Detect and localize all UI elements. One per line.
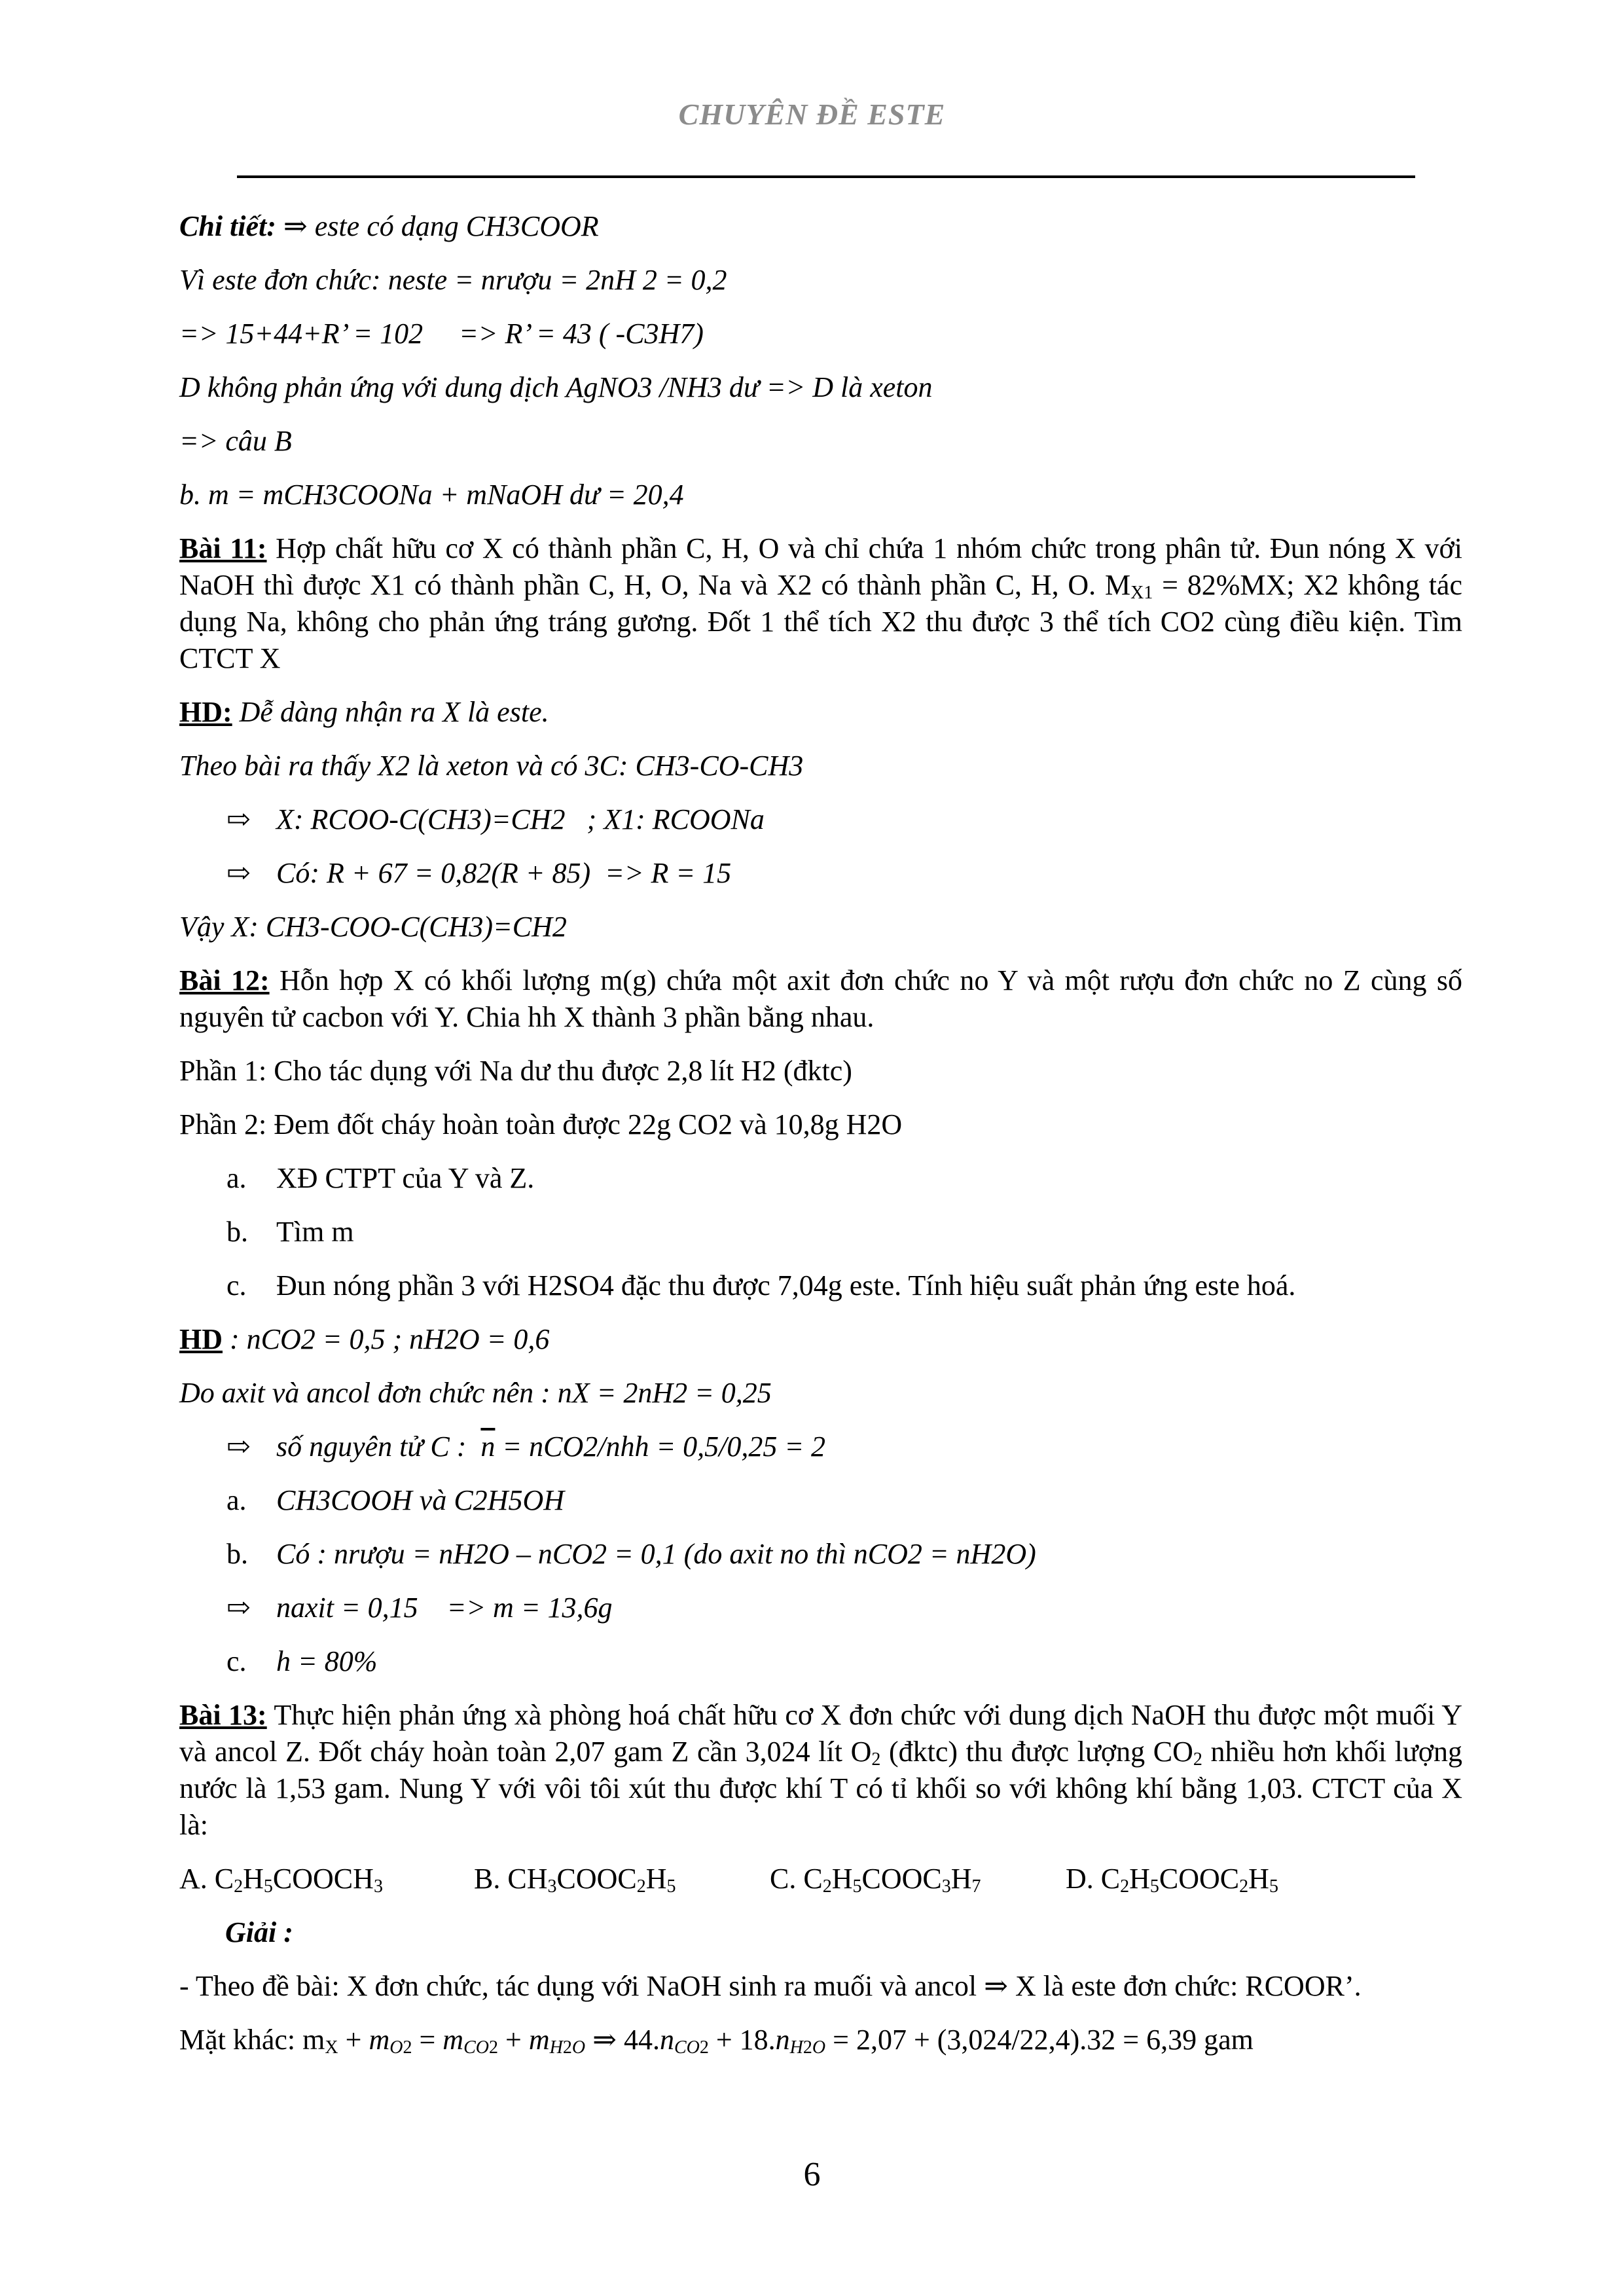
bai13-giai-line-1: - Theo đề bài: X đơn chức, tác dụng với NaOH sinh ra muối và ancol ⇒ X là este đơn chức: RCOOR’.	[179, 1970, 1362, 2002]
arrow-list-icon: ⇨	[226, 1592, 251, 1624]
block1-line-2: Vì este đơn chức: neste = nrượu = 2nH 2 = 0,2	[179, 264, 727, 296]
block1-line-6: b. m = mCH3COONa + mNaOH dư = 20,4	[179, 479, 684, 511]
bai11-problem: Bài 11: Hợp chất hữu cơ X có thành phần C, H, O và chỉ chứa 1 nhóm chức trong phân tử. Đun nóng X với NaOH thì được X1 có thành phần C, H, O, Na và X2 có thành phần C, H, O. $M_{X1} = 82\%MX$; X2 không tác dụng Na, không cho phản ứng tráng gương. Đốt 1 thể tích X2 thu được 3 thể tích CO2 cùng điều kiện. Tìm CTCT X	[179, 532, 1462, 674]
chi-tiet-text: este có dạng CH3COOR	[314, 210, 599, 242]
bai12-answer-a: a. CH3COOH và C2H5OH	[226, 1484, 564, 1516]
implies-icon: ⇒	[592, 2024, 617, 2056]
bai13-options	[179, 1861, 1462, 1897]
bai12-arrow-item-1: ⇨ số nguyên tử C : $\overline{n} = nCO2/nhh = 0,5/0,25 = 2$	[179, 1429, 1462, 1465]
bai12-answer-b: b. Có : nrượu = nH2O – nCO2 = 0,1 (do axit no thì nCO2 = nH2O)	[226, 1538, 1036, 1570]
bai13-problem: Bài 13: Thực hiện phản ứng xà phòng hoá chất hữu cơ X đơn chức với dung dịch NaOH thu được một muối Y và ancol Z. Đốt cháy hoàn toàn 2,07 gam Z cần 3,024 lít $O_2$ (đktc) thu được lượng $CO_2$ nhiều hơn khối lượng nước là 1,53 gam. Nung Y với vôi tôi xút thu được khí T có tỉ khối so với không khí bằng 1,03. CTCT của X là:	[179, 1699, 1463, 1841]
page-number: 6	[803, 2156, 821, 2193]
bai12-part-2: Phần 2: Đem đốt cháy hoàn toàn được 22g CO2 và 10,8g H2O	[179, 1108, 903, 1140]
bai11-line-5: Vậy X: CH3-COO-C(CH3)=CH2	[179, 911, 567, 943]
bai12-label: Bài 12:	[179, 964, 270, 996]
bai11-label: Bài 11:	[179, 532, 267, 564]
bai12-part-1: Phần 1: Cho tác dụng với Na dư thu được 2,8 lít H2 (đktc)	[179, 1055, 852, 1087]
arrow-list-icon: ⇨	[226, 1430, 251, 1463]
block1-line-4: D không phản ứng với dung dịch AgNO3 /NH3 dư => D là xeton	[179, 371, 933, 403]
chi-tiet-label: Chi tiết:	[179, 210, 276, 242]
bai12-hd: HD : nCO2 = 0,5 ; nH2O = 0,6	[179, 1323, 550, 1355]
implies-icon: ⇒	[984, 1970, 1009, 2002]
bai11-arrow-item-2: ⇨ Có: R + 67 = 0,82(R + 85) => R = 15	[179, 855, 1462, 892]
implies-icon: ⇒	[283, 210, 308, 242]
bai12-hd-label: HD	[179, 1323, 223, 1355]
page-content	[179, 208, 1462, 2058]
bai13-label: Bài 13:	[179, 1699, 267, 1731]
bai12-question-c: c. Đun nóng phần 3 với H2SO4 đặc thu được 7,04g este. Tính hiệu suất phản ứng este hoá.	[226, 1269, 1296, 1302]
block1-line-5: => câu B	[179, 425, 292, 457]
block1-line-3: => 15+44+R’ = 102 => R’ = 43 ( -C3H7)	[179, 318, 704, 350]
bai12-arrow-item-2: ⇨ naxit = 0,15 => m = 13,6g	[179, 1590, 1462, 1626]
bai11-line-2: Theo bài ra thấy X2 là xeton và có 3C: CH3-CO-CH3	[179, 750, 804, 782]
header-rule	[237, 175, 1415, 178]
bai12-question-b: b. Tìm m	[226, 1216, 354, 1248]
page-header-title: CHUYÊN ĐỀ ESTE	[678, 98, 946, 131]
arrow-list-icon: ⇨	[226, 857, 251, 889]
bai13-giai-heading: Giải :	[225, 1916, 293, 1948]
bai12-line-2: Do axit và ancol đơn chức nên : nX = 2nH2 = 0,25	[179, 1377, 772, 1409]
bai11-hd-label: HD:	[179, 696, 232, 728]
bai13-giai-line-2: Mặt khác: $m_X + m_{O2} = m_{CO2} + m_{H2O}$ ⇒ $44.n_{CO2} + 18.n_{H2O} = 2,07 + (3,024/22,4).32 = 6,39$ gam	[179, 2024, 1254, 2058]
bai11-arrow-item-1: ⇨ X: RCOO-C(CH3)=CH2 ; X1: RCOONa	[179, 801, 1462, 838]
option-d: D. $C_2H_5COOC_2H_5$	[1066, 1863, 1278, 1897]
bai12-question-a: a. XĐ CTPT của Y và Z.	[226, 1162, 535, 1194]
bai11-hd: HD: Dễ dàng nhận ra X là este.	[179, 696, 549, 728]
chi-tiet-line	[179, 208, 1462, 245]
mean-n-symbol: $\overline{n}$	[480, 1430, 496, 1463]
option-b: B. $CH_3COOC_2H_5$	[474, 1863, 676, 1897]
arrow-list-icon: ⇨	[226, 803, 251, 835]
bai12-answer-c: c. h = 80%	[226, 1645, 378, 1677]
bai12-problem: Bài 12: Hỗn hợp X có khối lượng m(g) chứa một axit đơn chức no Y và một rượu đơn chức no Z cùng số nguyên tử cacbon với Y. Chia hh X thành 3 phần bằng nhau.	[179, 964, 1462, 1033]
option-c: C. $C_2H_5COOC_3H_7$	[770, 1863, 981, 1897]
option-a: A. $C_2H_5COOCH_3$	[179, 1863, 383, 1897]
